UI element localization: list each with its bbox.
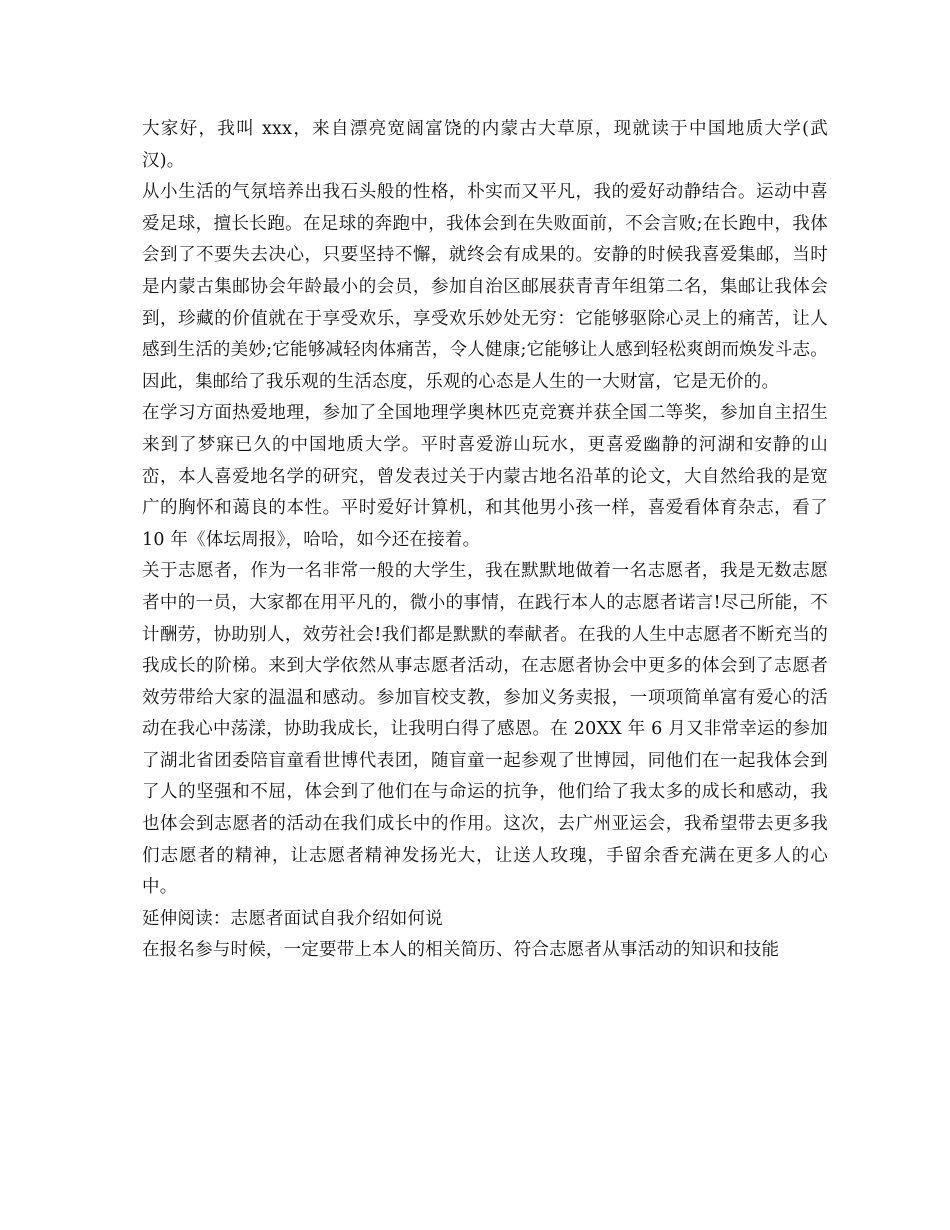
paragraph-extended-reading-heading: 延伸阅读：志愿者面试自我介绍如何说 <box>142 908 443 929</box>
paragraph-volunteer: 关于志愿者，作为一名非常一般的大学生，我在默默地做着一名志愿者，我是无数志愿者中的一员，大家都在用平凡的，微小的事情，在践行本人的志愿者诺言!尽己所能，不计酬劳，协助别人，效劳社会!我们都是默默的奉献者。在我的人生中志愿者不断充当的我成长的阶梯。来到大学依然从事志愿者活动，在志愿者协会中更多的体会到了志愿者效劳带给大家的温温和感动。参加盲校支教，参加义务卖报，一项项简单富有爱心的活动在我心中荡漾，协助我成长，让我明白得了感恩。在 20XX 年 6 月又非常幸运的参加了湖北省团委陪盲童看世博代表团，随盲童一起参观了世博园，同他们在一起我体会到了人的坚强和不屈，体会到了他们在与命运的抗争，他们给了我太多的成长和感动，我也体会到志愿者的活动在我们成长中的作用。这次，去广州亚运会，我希望带去更多我们志愿者的精神，让志愿者精神发扬光大，让送人玫瑰，手留余香充满在更多人的心中。 <box>142 561 828 898</box>
paragraph-intro: 大家好，我叫 xxx，来自漂亮宽阔富饶的内蒙古大草原，现就读于中国地质大学(武汉)。 <box>142 119 828 171</box>
paragraph-registration: 在报名参与时候，一定要带上本人的相关简历、符合志愿者从事活动的知识和技能 <box>142 940 780 961</box>
paragraph-hobbies: 从小生活的气氛培养出我石头般的性格，朴实而又平凡，我的爱好动静结合。运动中喜爱足球，擅长长跑。在足球的奔跑中，我体会到在失败面前，不会言败;在长跑中，我体会到了不要失去决心，只要坚持不懈，就终会有成果的。安静的时候我喜爱集邮，当时是内蒙古集邮协会年龄最小的会员，参加自治区邮展获青青年组第二名，集邮让我体会到，珍藏的价值就在于享受欢乐，享受欢乐妙处无穷：它能够驱除心灵上的痛苦，让人感到生活的美妙;它能够减轻肉体痛苦，令人健康;它能够让人感到轻松爽朗而焕发斗志。因此，集邮给了我乐观的生活态度，乐观的心态是人生的一大财富，它是无价的。 <box>142 182 828 392</box>
document-body <box>142 114 828 967</box>
paragraph-study: 在学习方面热爱地理，参加了全国地理学奥林匹克竞赛并获全国二等奖，参加自主招生来到了梦寐已久的中国地质大学。平时喜爱游山玩水，更喜爱幽静的河湖和安静的山峦，本人喜爱地名学的研究，曾发表过关于内蒙古地名沿革的论文，大自然给我的是宽广的胸怀和蔼良的本性。平时爱好计算机，和其他男小孩一样，喜爱看体育杂志，看了 10 年《体坛周报》，哈哈，如今还在接着。 <box>142 403 828 550</box>
